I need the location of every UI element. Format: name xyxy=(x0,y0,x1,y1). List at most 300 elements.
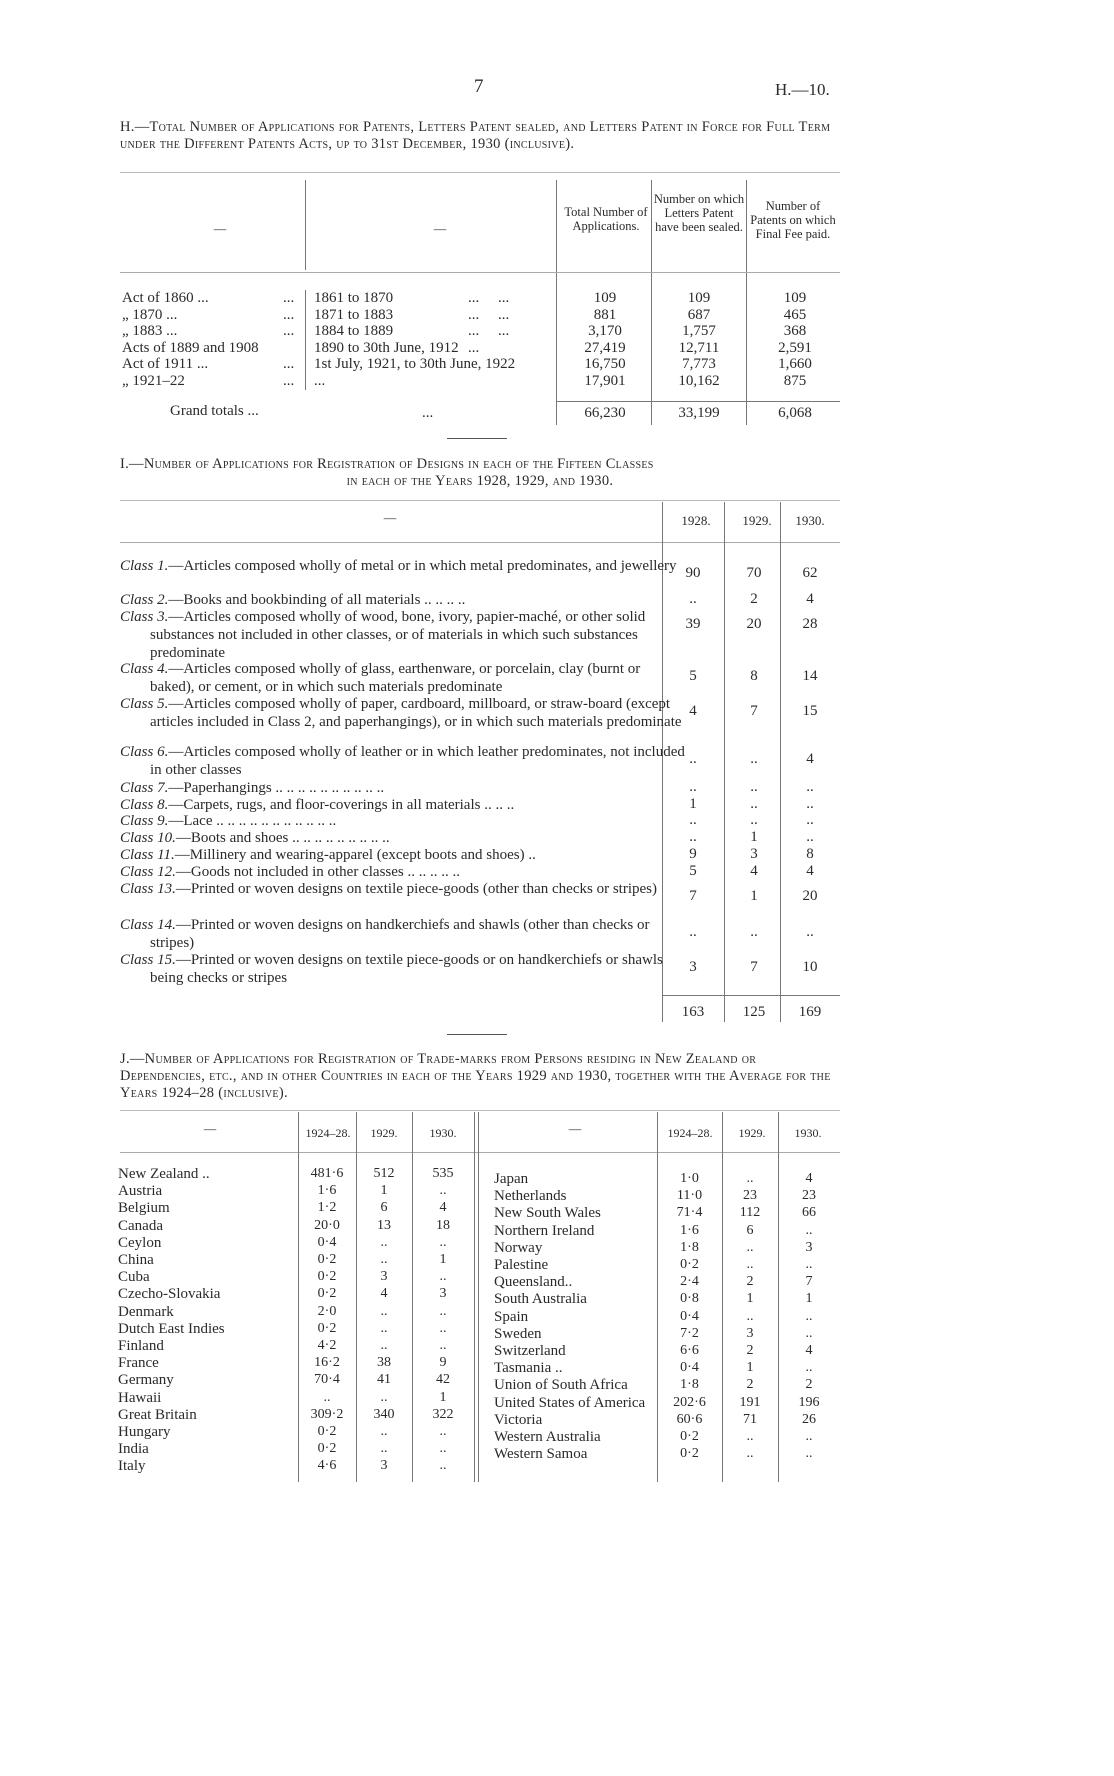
j-left-1929: 41 xyxy=(377,1372,391,1388)
i-val-1930: 8 xyxy=(806,846,814,862)
i-class-label: Class 14. xyxy=(120,917,176,933)
j-right-col-dash: — xyxy=(568,1122,582,1136)
i-val-1928: .. xyxy=(689,751,697,767)
j-right-1930: .. xyxy=(805,1360,813,1376)
j-right-avg: 1·6 xyxy=(680,1222,699,1238)
j-left-1929: 512 xyxy=(373,1166,395,1181)
j-left-avg: 0·2 xyxy=(317,1441,337,1457)
j-right-country: Tasmania .. xyxy=(494,1360,563,1377)
j-left-1930: .. xyxy=(439,1441,447,1457)
j-right-avg: 7·2 xyxy=(680,1325,699,1341)
i-class-row xyxy=(120,591,685,609)
j-left-country: Germany xyxy=(118,1372,174,1389)
j-right-avg: 11·0 xyxy=(676,1188,703,1204)
i-val-1928: 9 xyxy=(689,846,697,862)
h-row-dots: ... xyxy=(283,306,295,323)
j-left-country: Denmark xyxy=(118,1303,174,1320)
i-val-1930: 4 xyxy=(806,751,814,767)
i-val-1929: .. xyxy=(750,924,758,940)
j-right-1930: 196 xyxy=(798,1394,820,1410)
section-separator xyxy=(447,438,507,439)
j-right-1929: .. xyxy=(746,1429,754,1444)
h-grand-totals-label: Grand totals ... xyxy=(170,403,259,419)
i-total-1928: 163 xyxy=(681,1004,705,1020)
i-val-1929: 2 xyxy=(750,591,758,607)
j-right-1929: 112 xyxy=(739,1205,761,1221)
j-left-1929: .. xyxy=(380,1389,388,1405)
j-left-avg: 16·2 xyxy=(314,1355,340,1371)
i-val-1930: .. xyxy=(806,829,814,845)
i-val-1930: 62 xyxy=(802,565,818,581)
j-right-1929: 2 xyxy=(746,1274,754,1290)
j-left-country: Hungary xyxy=(118,1424,171,1440)
h-row-dots: ... xyxy=(283,356,295,373)
j-left-1930: 322 xyxy=(432,1406,454,1422)
i-class-label: Class 4. xyxy=(120,661,169,677)
j-right-1929: 23 xyxy=(743,1188,757,1204)
j-left-1930: .. xyxy=(439,1183,447,1199)
h-row-period: 1890 to 30th June, 1912 xyxy=(314,339,459,356)
j-right-col-1930: 1930. xyxy=(794,1126,822,1140)
j-left-1930: 18 xyxy=(436,1217,450,1233)
j-left-country: Austria xyxy=(118,1183,163,1200)
i-val-1928: 4 xyxy=(689,703,697,719)
h-row-total: 17,901 xyxy=(584,373,626,389)
j-right-1930: .. xyxy=(805,1257,813,1272)
i-class-label: Class 13. xyxy=(120,881,176,897)
i-val-1930: 20 xyxy=(802,888,818,904)
j-right-avg: 60·6 xyxy=(676,1411,703,1427)
j-right-avg: 0·4 xyxy=(680,1308,699,1324)
h-row-dots: ... xyxy=(283,323,295,340)
j-left-country: India xyxy=(118,1441,149,1458)
j-right-1930: 66 xyxy=(802,1205,816,1221)
j-right-country: South Australia xyxy=(494,1291,587,1308)
h-row-period: 1884 to 1889 xyxy=(314,323,394,340)
j-left-1930: .. xyxy=(439,1303,447,1319)
j-left-col-1930: 1930. xyxy=(429,1126,457,1140)
j-right-country: Japan xyxy=(494,1171,529,1187)
section-i-title-line2: in each of the Years 1928, 1929, and 1930. xyxy=(346,473,614,489)
h-row-sealed: 12,711 xyxy=(678,339,720,356)
section-h-title: H.—Total Number of Applications for Patents, Letters Patent sealed, and Letters Patent in Force for Full Term under the Different Patents Acts, up to 31st December, 1930 (inclusive). xyxy=(120,119,831,152)
j-right-avg: 1·8 xyxy=(680,1239,699,1255)
j-right-1930: .. xyxy=(805,1325,813,1341)
i-total-1930: 169 xyxy=(798,1004,822,1020)
j-left-col-avg: 1924–28. xyxy=(305,1126,351,1140)
j-right-avg: 0·2 xyxy=(680,1446,699,1462)
i-val-1929: 8 xyxy=(750,668,758,684)
j-right-1929: 191 xyxy=(739,1394,761,1410)
j-right-avg: 0·8 xyxy=(680,1291,699,1307)
h-row-sealed: 10,162 xyxy=(678,373,720,389)
h-row-sealed: 687 xyxy=(687,306,711,323)
j-right-avg: 2·4 xyxy=(680,1274,699,1290)
i-class-desc: —Articles composed wholly of wood, bone, ivory, papier-maché, or other solid substances not included in other classes, or of materials in which such substances predominate xyxy=(150,609,646,661)
i-class-label: Class 3. xyxy=(120,609,169,625)
j-left-1929: 1 xyxy=(380,1183,388,1199)
i-class-row xyxy=(120,695,685,731)
i-val-1929: .. xyxy=(750,812,758,828)
j-right-1930: 2 xyxy=(805,1377,813,1393)
h-header-rule xyxy=(120,272,840,273)
h-row-act: „ 1921–22 xyxy=(122,373,185,389)
j-right-1929: 71 xyxy=(743,1411,757,1427)
i-class-desc: —Articles composed wholly of paper, cardboard, millboard, or straw-board (except articles included in Class 2, and paperhangings), or in which such materials predominate xyxy=(150,696,682,730)
i-class-row xyxy=(120,880,685,898)
j-right-country: Netherlands xyxy=(494,1188,567,1205)
j-left-1929: .. xyxy=(380,1441,388,1457)
i-val-1928: 3 xyxy=(689,959,697,975)
i-class-desc: —Paperhangings .. .. .. .. .. .. .. .. .. .. xyxy=(168,780,385,796)
h-row-act: „ 1883 ... xyxy=(122,323,178,340)
h-row-period-dots: ... ... xyxy=(468,290,510,306)
i-val-1930: .. xyxy=(806,812,814,828)
i-class-desc: —Books and bookbinding of all materials .. .. .. .. xyxy=(168,592,466,608)
j-right-1930: .. xyxy=(805,1308,813,1324)
j-right-country: Palestine xyxy=(494,1257,549,1273)
i-class-label: Class 6. xyxy=(120,744,169,760)
h-row-total: 881 xyxy=(593,306,617,323)
h-divider xyxy=(305,180,306,270)
i-val-1928: 5 xyxy=(689,668,697,684)
i-class-row xyxy=(120,812,685,830)
i-class-row xyxy=(120,608,685,662)
i-val-1928: .. xyxy=(689,591,697,607)
j-left-1930: .. xyxy=(439,1458,447,1474)
i-year-1930: 1930. xyxy=(795,513,825,528)
i-val-1928: .. xyxy=(689,779,697,795)
j-right-1929: 6 xyxy=(746,1222,754,1238)
i-val-1930: 28 xyxy=(802,616,818,632)
j-left-1929: 3 xyxy=(380,1269,388,1285)
h-row-final: 875 xyxy=(783,373,807,389)
i-class-label: Class 11. xyxy=(120,847,175,863)
i-val-1929: 4 xyxy=(750,863,758,879)
i-class-row xyxy=(120,916,685,952)
j-left-country: China xyxy=(118,1252,154,1268)
i-class-label: Class 7. xyxy=(120,780,169,796)
j-right-1930: 4 xyxy=(805,1171,813,1186)
j-left-country: Italy xyxy=(118,1458,146,1475)
j-right-avg: 6·6 xyxy=(680,1343,699,1358)
h-grand-sealed: 33,199 xyxy=(678,405,720,421)
i-class-desc: —Printed or woven designs on textile piece-goods (other than checks or stripes) xyxy=(175,881,657,897)
j-right-col-avg: 1924–28. xyxy=(667,1126,713,1140)
j-right-country: New South Wales xyxy=(494,1205,601,1222)
j-left-country: Dutch East Indies xyxy=(118,1320,225,1337)
j-left-1929: 3 xyxy=(380,1458,388,1474)
j-top-rule xyxy=(120,1110,840,1111)
j-left-avg: 4·6 xyxy=(317,1458,337,1474)
i-class-desc: —Printed or woven designs on handkerchiefs and shawls (other than checks or stripes) xyxy=(150,917,650,951)
j-left-avg: 0·4 xyxy=(317,1234,337,1250)
i-class-row xyxy=(120,779,685,797)
i-class-label: Class 15. xyxy=(120,952,176,968)
j-right-country: Queensland.. xyxy=(494,1274,573,1291)
j-right-avg: 0·2 xyxy=(680,1429,699,1444)
i-class-desc: —Articles composed wholly of glass, earthenware, or porcelain, clay (burnt or baked), or cement, or in which such materials predominate xyxy=(150,661,641,695)
j-right-col-1929: 1929. xyxy=(738,1126,766,1140)
j-right-avg: 71·4 xyxy=(676,1205,703,1221)
i-val-1930: 15 xyxy=(802,703,818,719)
j-left-1929: 6 xyxy=(380,1200,388,1216)
i-class-desc: —Printed or woven designs on textile piece-goods or on handkerchiefs or shawls being checks or stripes xyxy=(150,952,663,986)
j-right-1929: .. xyxy=(746,1171,754,1186)
j-right-1929: 1 xyxy=(746,1291,754,1307)
j-right-country: Victoria xyxy=(494,1411,543,1428)
i-class-row xyxy=(120,829,685,847)
j-right-avg: 1·0 xyxy=(680,1171,699,1186)
h-row-sealed: 109 xyxy=(687,290,711,306)
i-val-1930: 10 xyxy=(802,959,818,975)
h-row-act: Act of 1911 ... xyxy=(122,356,209,373)
i-val-1928: 7 xyxy=(689,888,697,904)
j-left-col-dash: — xyxy=(203,1122,217,1136)
j-left-1929: .. xyxy=(380,1320,388,1336)
j-left-1930: 1 xyxy=(439,1252,447,1267)
j-left-country: Great Britain xyxy=(118,1406,197,1423)
h-row-act: Acts of 1889 and 1908 xyxy=(122,339,259,356)
i-class-row xyxy=(120,951,685,987)
h-row-period: ... xyxy=(314,373,326,389)
h-col-final-header: Number of Patents on which Final Fee paid. xyxy=(750,199,836,241)
j-left-1930: .. xyxy=(439,1424,447,1439)
i-val-1928: .. xyxy=(689,924,697,940)
i-val-1930: 4 xyxy=(806,863,814,879)
j-divider xyxy=(478,1112,479,1482)
j-right-country: United States of America xyxy=(494,1394,646,1411)
i-val-1928: 39 xyxy=(685,616,701,632)
j-left-avg: 70·4 xyxy=(314,1372,340,1388)
j-right-avg: 202·6 xyxy=(673,1394,706,1410)
j-right-country: Norway xyxy=(494,1239,543,1256)
h-col-total-header: Total Number of Applications. xyxy=(564,205,648,233)
i-val-1930: .. xyxy=(806,924,814,940)
j-right-1930: 26 xyxy=(802,1411,816,1427)
i-class-label: Class 8. xyxy=(120,797,169,813)
h-col-sealed-header: Number on which Letters Patent have been sealed. xyxy=(653,192,745,234)
i-class-label: Class 12. xyxy=(120,864,176,880)
j-right-1929: .. xyxy=(746,1446,754,1462)
j-right-1930: 3 xyxy=(805,1239,813,1255)
j-right-avg: 1·8 xyxy=(680,1377,699,1393)
i-class-label: Class 10. xyxy=(120,830,176,846)
j-left-1929: 4 xyxy=(380,1286,388,1302)
j-right-1930: 23 xyxy=(802,1188,816,1204)
j-left-1929: .. xyxy=(380,1303,388,1319)
h-row-act: „ 1870 ... xyxy=(122,306,178,323)
section-separator xyxy=(447,1034,507,1035)
i-val-1928: .. xyxy=(689,812,697,828)
j-left-country: Hawaii xyxy=(118,1389,162,1406)
j-left-1929: 38 xyxy=(377,1355,391,1371)
j-left-avg: .. xyxy=(323,1389,331,1405)
h-col-dash-2: — xyxy=(433,222,447,236)
j-left-1929: .. xyxy=(380,1338,388,1353)
j-left-avg: 0·2 xyxy=(317,1320,337,1336)
j-right-1930: 1 xyxy=(805,1291,813,1307)
h-row-period-dots: ... xyxy=(468,339,480,356)
i-class-desc: —Goods not included in other classes .. .. .. .. .. xyxy=(175,864,460,880)
j-right-1930: 7 xyxy=(805,1274,813,1290)
j-right-country: Western Samoa xyxy=(494,1446,588,1463)
i-year-1929: 1929. xyxy=(742,513,772,528)
i-val-1929: .. xyxy=(750,779,758,795)
j-divider xyxy=(474,1112,475,1482)
page-number: 7 xyxy=(474,76,484,97)
j-left-avg: 0·2 xyxy=(317,1424,337,1439)
j-left-1930: .. xyxy=(439,1320,447,1336)
j-left-avg: 20·0 xyxy=(314,1217,340,1233)
j-left-col-1929: 1929. xyxy=(370,1126,398,1140)
j-left-avg: 2·0 xyxy=(317,1303,337,1319)
j-left-avg: 1·2 xyxy=(317,1200,337,1216)
section-h-top-rule xyxy=(120,172,840,173)
j-left-1930: .. xyxy=(439,1234,447,1250)
h-row-dots: ... xyxy=(283,290,295,306)
i-class-desc: —Lace .. .. .. .. .. .. .. .. .. .. .. xyxy=(168,813,337,829)
j-left-country: Czecho-Slovakia xyxy=(118,1286,221,1303)
i-val-1930: 14 xyxy=(802,668,818,684)
j-right-1929: .. xyxy=(746,1308,754,1324)
j-right-1929: .. xyxy=(746,1257,754,1272)
j-right-avg: 0·2 xyxy=(680,1257,699,1272)
j-left-1930: .. xyxy=(439,1338,447,1353)
j-left-avg: 309·2 xyxy=(310,1406,344,1422)
i-val-1929: 1 xyxy=(750,888,758,904)
h-row-total: 3,170 xyxy=(588,323,622,340)
i-val-1929: .. xyxy=(750,751,758,767)
j-left-country: Cuba xyxy=(118,1269,150,1286)
j-right-country: Northern Ireland xyxy=(494,1222,595,1239)
i-class-label: Class 9. xyxy=(120,813,169,829)
i-val-1928: 90 xyxy=(685,565,701,581)
i-val-1929: 7 xyxy=(750,703,758,719)
h-row-period: 1st July, 1921, to 30th June, 1922 xyxy=(314,356,516,373)
j-left-country: New Zealand .. xyxy=(118,1166,210,1182)
h-grand-period: ... xyxy=(422,405,434,421)
i-val-1930: .. xyxy=(806,796,814,812)
section-i-title-line1: I.—Number of Applications for Registration of Designs in each of the Fifteen Classes xyxy=(120,456,654,472)
page-reference: H.—10. xyxy=(775,80,830,99)
j-right-1929: 2 xyxy=(746,1377,754,1393)
i-val-1928: .. xyxy=(689,829,697,845)
h-row-act: Act of 1860 ... xyxy=(122,290,209,306)
h-row-final: 368 xyxy=(783,323,807,340)
j-left-1930: 1 xyxy=(439,1389,447,1405)
i-class-desc: —Carpets, rugs, and floor-coverings in all materials .. .. .. xyxy=(168,797,515,813)
h-row-period-dots: ... ... xyxy=(468,323,510,340)
h-row-total: 27,419 xyxy=(584,339,626,356)
i-class-desc: —Boots and shoes .. .. .. .. .. .. .. .. .. xyxy=(175,830,390,846)
j-left-avg: 0·2 xyxy=(317,1269,337,1285)
j-left-1930: 535 xyxy=(432,1166,454,1181)
i-val-1929: .. xyxy=(750,796,758,812)
h-grand-final: 6,068 xyxy=(778,405,812,421)
i-class-row xyxy=(120,660,685,696)
section-j-title: J.—Number of Applications for Registration of Trade-marks from Persons residing in New Zealand or Dependencies, etc., and in other Countries in each of the Years 1929 and 1930, together with the Average for the Years 1924–28 (inclusive). xyxy=(120,1051,831,1101)
i-val-1929: 1 xyxy=(750,829,758,845)
j-right-1930: .. xyxy=(805,1222,813,1238)
j-right-country: Switzerland xyxy=(494,1343,566,1359)
j-left-country: Canada xyxy=(118,1217,163,1234)
j-right-1930: .. xyxy=(805,1446,813,1462)
j-left-1929: .. xyxy=(380,1234,388,1250)
i-class-label: Class 1. xyxy=(120,558,169,574)
j-right-1929: 3 xyxy=(746,1325,754,1341)
i-val-1929: 3 xyxy=(750,846,758,862)
i-class-desc: —Millinery and wearing-apparel (except boots and shoes) .. xyxy=(174,847,536,863)
h-grand-total: 66,230 xyxy=(584,405,626,421)
i-class-desc: —Articles composed wholly of leather or in which leather predominates, not included in other classes xyxy=(150,744,685,778)
i-val-1929: 7 xyxy=(750,959,758,975)
j-left-1930: 42 xyxy=(436,1372,450,1388)
j-right-country: Western Australia xyxy=(494,1429,601,1445)
j-left-1930: 4 xyxy=(439,1200,447,1216)
i-val-1929: 70 xyxy=(746,565,762,581)
j-right-avg: 0·4 xyxy=(680,1360,699,1376)
h-row-final: 465 xyxy=(783,306,807,323)
j-left-1929: .. xyxy=(380,1252,388,1267)
i-val-1930: .. xyxy=(806,779,814,795)
i-top-rule xyxy=(120,500,840,501)
i-col-dash: — xyxy=(383,511,397,525)
h-row-period: 1861 to 1870 xyxy=(314,290,394,306)
h-divider xyxy=(556,180,557,425)
j-left-avg: 4·2 xyxy=(317,1338,337,1353)
h-row-final: 109 xyxy=(783,290,807,306)
i-class-label: Class 5. xyxy=(120,696,169,712)
h-total-rule xyxy=(556,401,840,402)
h-row-period: 1871 to 1883 xyxy=(314,306,394,323)
i-val-1928: 1 xyxy=(689,796,697,812)
j-right-country: Sweden xyxy=(494,1325,542,1342)
h-row-sealed: 7,773 xyxy=(682,356,716,373)
j-right-1930: .. xyxy=(805,1429,813,1444)
j-left-1929: 340 xyxy=(373,1406,395,1422)
h-row-sealed: 1,757 xyxy=(682,323,716,340)
h-row-final: 1,660 xyxy=(778,356,812,373)
i-class-row xyxy=(120,863,685,881)
j-left-country: Ceylon xyxy=(118,1234,162,1251)
i-class-row xyxy=(120,846,685,864)
j-header-rule xyxy=(120,1152,840,1153)
j-left-1929: .. xyxy=(380,1424,388,1439)
i-total-rule xyxy=(662,995,840,996)
h-row-final: 2,591 xyxy=(778,339,812,356)
i-total-1929: 125 xyxy=(742,1004,766,1020)
j-left-1929: 13 xyxy=(377,1217,391,1233)
j-right-1929: 2 xyxy=(746,1343,754,1358)
j-right-1930: 4 xyxy=(805,1343,813,1358)
h-col-dash-1: — xyxy=(213,222,227,236)
i-class-row xyxy=(120,557,685,575)
h-row-dots: ... xyxy=(283,373,295,389)
j-right-country: Union of South Africa xyxy=(494,1377,628,1394)
i-class-label: Class 2. xyxy=(120,592,169,608)
h-divider xyxy=(746,180,747,425)
j-left-country: Belgium xyxy=(118,1200,170,1217)
i-val-1928: 5 xyxy=(689,863,697,879)
j-left-country: Finland xyxy=(118,1338,164,1354)
j-right-1929: .. xyxy=(746,1239,754,1255)
i-val-1929: 20 xyxy=(746,616,762,632)
j-right-1929: 1 xyxy=(746,1360,754,1376)
h-row-total: 109 xyxy=(593,290,617,306)
j-left-country: France xyxy=(118,1355,159,1372)
i-class-desc: —Articles composed wholly of metal or in which metal predominates, and jewellery xyxy=(168,558,677,574)
